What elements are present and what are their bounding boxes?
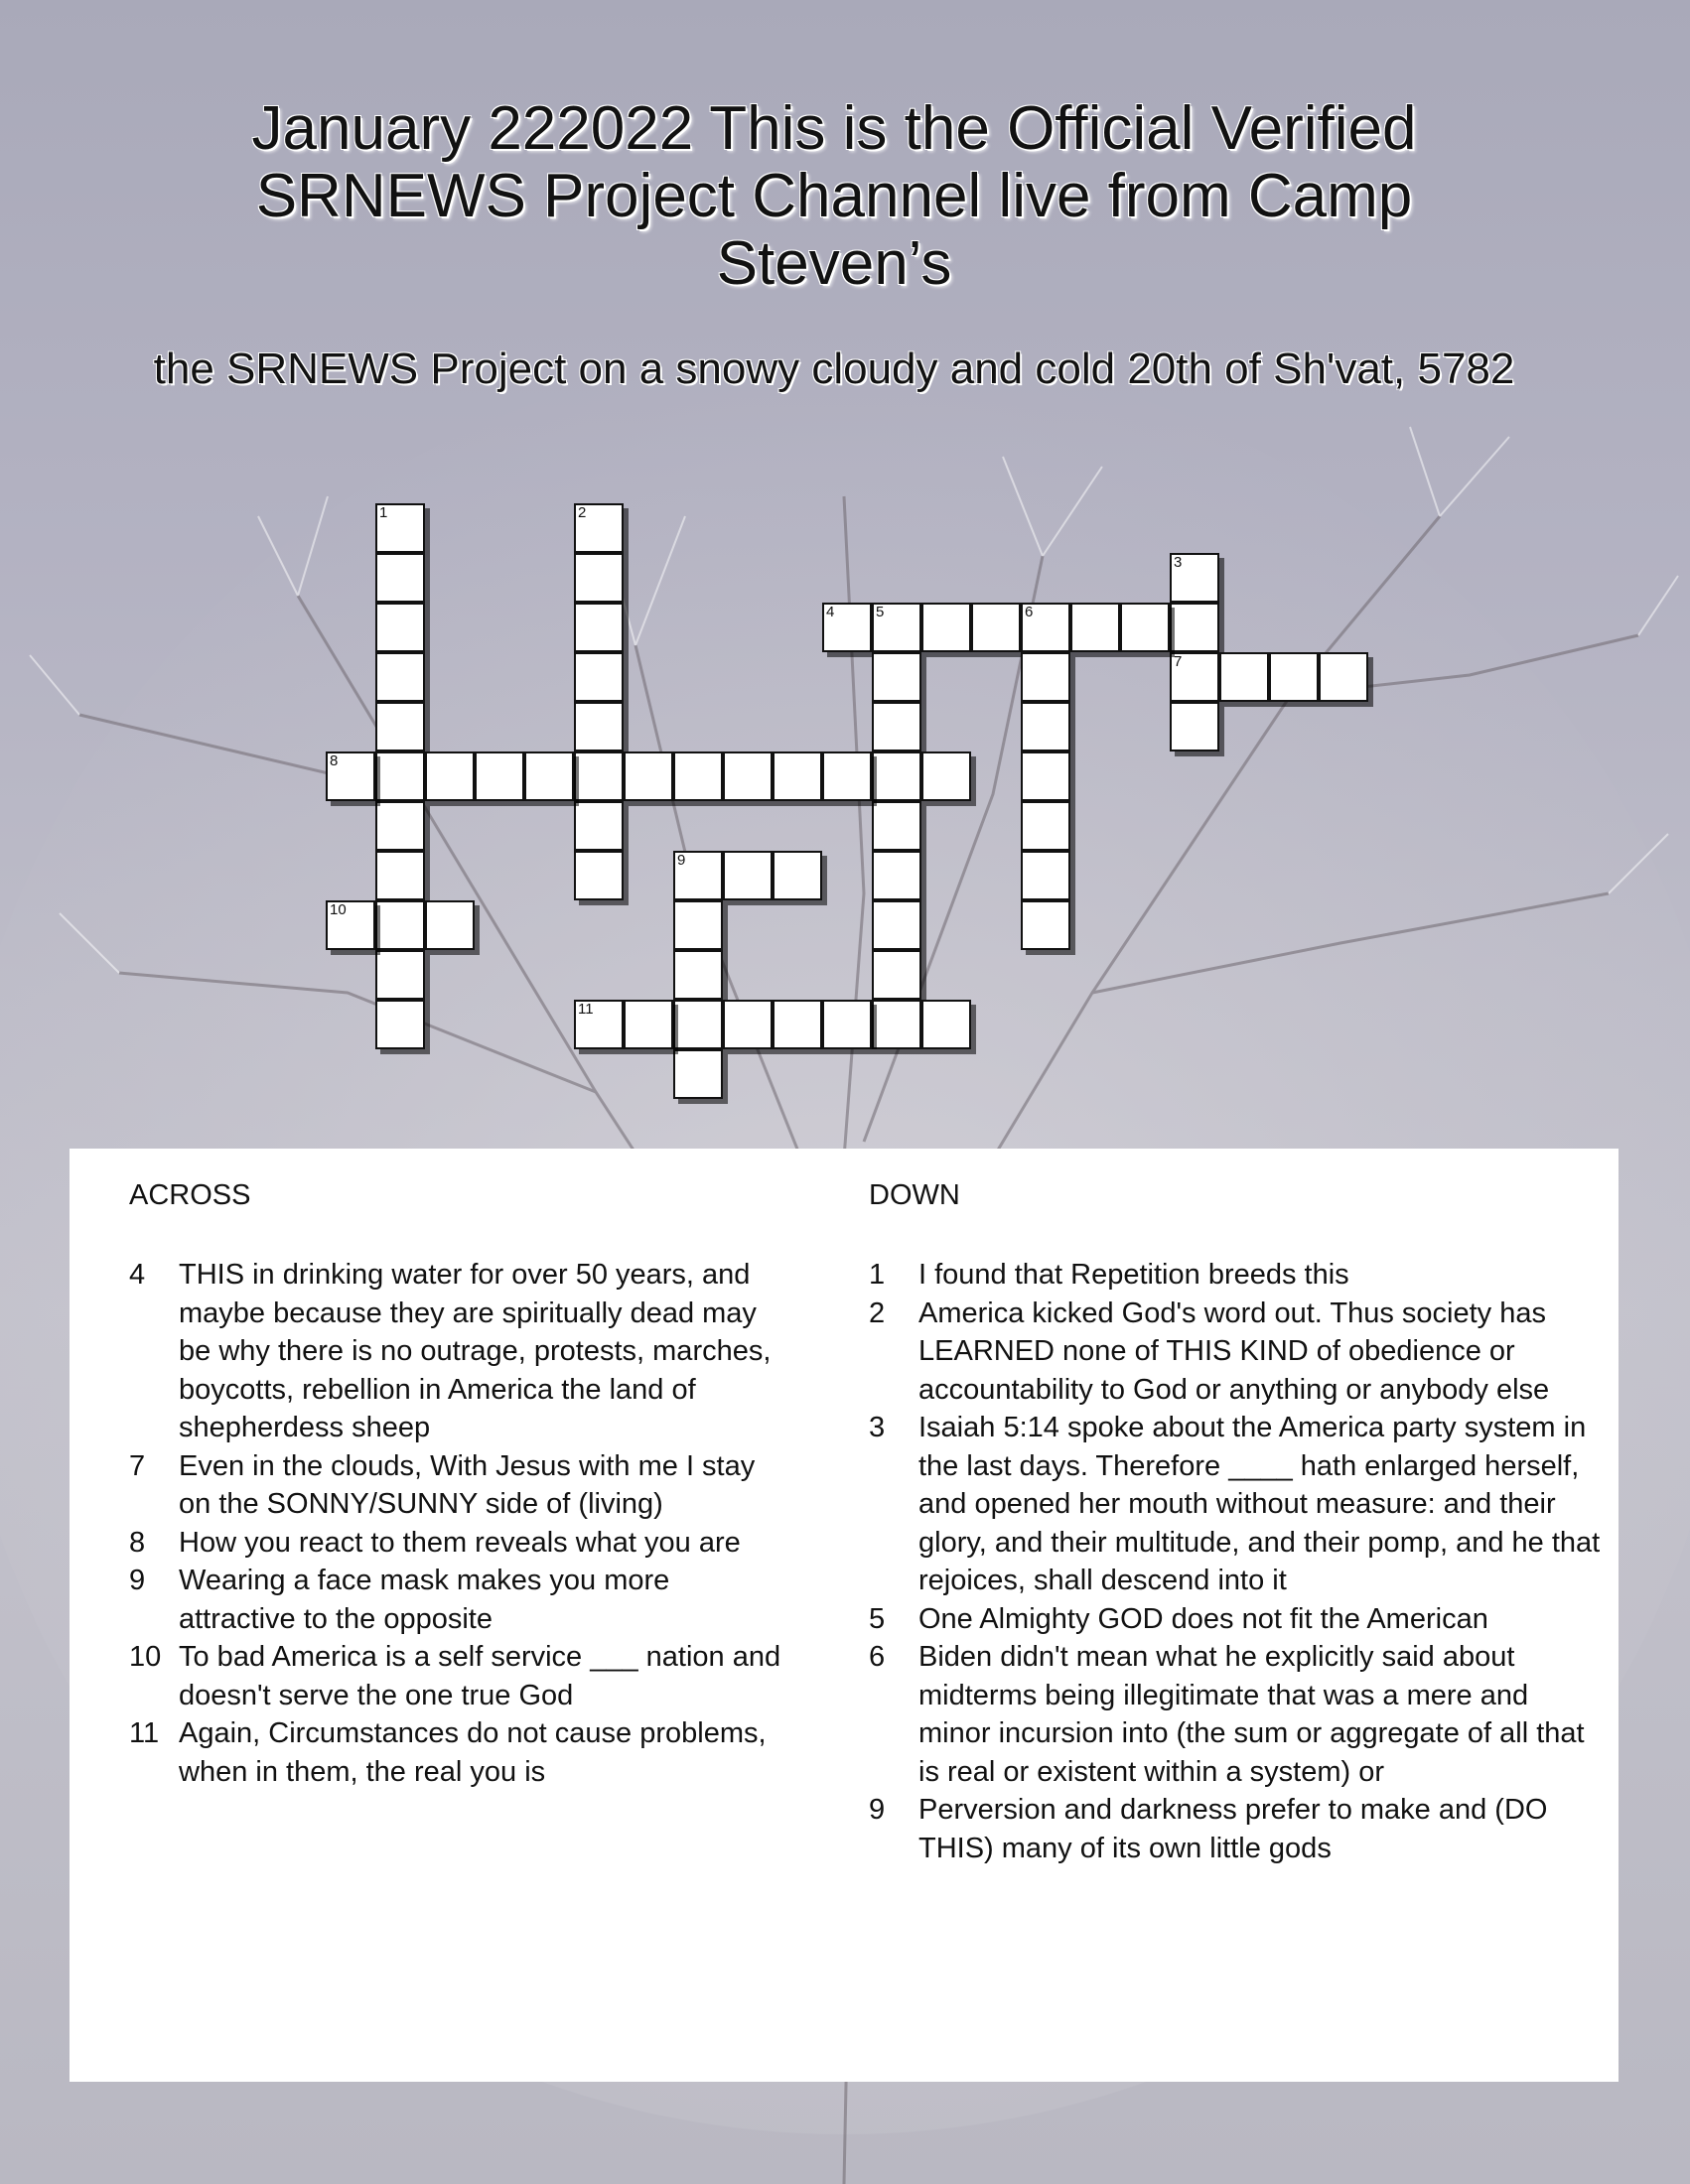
cell-number: 2: [578, 504, 587, 521]
grid-cell[interactable]: [673, 851, 723, 900]
cell-number: 5: [876, 604, 885, 620]
clue-number: 10: [129, 1641, 162, 1673]
clue-text: Biden didn't mean what he explicitly said about midterms being illegitimate that was a mere and minor incursion into (the sum or aggregate of all that is real or existent within a system) or: [918, 1641, 1585, 1788]
grid-cell[interactable]: [375, 553, 425, 603]
cell-number: 8: [330, 752, 339, 769]
clue-text: THIS in drinking water for over 50 years, and maybe because they are spiritually dead may be why there is no outrage, protests, marches, boycotts, rebellion in America the land of shepherdess sheep: [179, 1259, 772, 1443]
grid-cell[interactable]: [1021, 900, 1070, 950]
grid-cell[interactable]: [1170, 603, 1219, 652]
grid-cell[interactable]: [375, 900, 425, 950]
grid-cell[interactable]: [723, 751, 773, 801]
across-clue-10: [129, 1638, 784, 1714]
grid-cell[interactable]: [574, 603, 624, 652]
grid-cell[interactable]: [773, 751, 822, 801]
clue-number: 3: [869, 1412, 886, 1443]
grid-cell[interactable]: [375, 652, 425, 702]
grid-cell[interactable]: [1070, 603, 1120, 652]
down-clue-6: [869, 1638, 1604, 1791]
clue-number: 11: [129, 1717, 160, 1749]
clue-text: One Almighty GOD does not fit the American: [918, 1602, 1488, 1635]
across-column: [129, 1178, 784, 1791]
down-clue-1: [869, 1256, 1604, 1295]
clue-number: 6: [869, 1641, 886, 1673]
grid-cell[interactable]: [872, 1000, 921, 1049]
clues-panel: [70, 1149, 1619, 2082]
grid-cell[interactable]: [1269, 652, 1319, 702]
across-clue-7: [129, 1447, 784, 1524]
down-clue-2: [869, 1295, 1604, 1410]
grid-cell[interactable]: [872, 652, 921, 702]
grid-cell[interactable]: [1021, 603, 1070, 652]
grid-cell[interactable]: [921, 751, 971, 801]
grid-cell[interactable]: [375, 950, 425, 1000]
grid-cell[interactable]: [375, 1000, 425, 1049]
grid-cell[interactable]: [375, 751, 425, 801]
grid-cell[interactable]: [1021, 801, 1070, 851]
grid-cell[interactable]: [921, 603, 971, 652]
grid-cell[interactable]: [574, 801, 624, 851]
clue-text: Again, Circumstances do not cause problems, when in them, the real you is: [179, 1717, 767, 1788]
down-clue-5: [869, 1600, 1604, 1639]
grid-cell[interactable]: [375, 851, 425, 900]
grid-cell[interactable]: [574, 652, 624, 702]
grid-cell[interactable]: [375, 801, 425, 851]
clue-text: Isaiah 5:14 spoke about the America party system in the last days. Therefore ____ hath enlarged herself, and opened her mouth without measure: and their glory, and their multitude, and their pomp, and he that rejoices, shall descend into it: [918, 1412, 1601, 1596]
down-clue-list: [869, 1256, 1604, 1867]
page-title: January 222022 This is the Official Verified SRNEWS Project Channel live from Camp Steven’s: [251, 94, 1417, 298]
clue-text: How you react to them reveals what you are: [179, 1526, 741, 1559]
grid-cell[interactable]: [872, 900, 921, 950]
grid-cell[interactable]: [425, 900, 475, 950]
grid-cell[interactable]: [673, 751, 723, 801]
across-clue-9: [129, 1562, 784, 1638]
grid-cell[interactable]: [574, 751, 624, 801]
clue-text: To bad America is a self service ___ nation and doesn't serve the one true God: [179, 1641, 781, 1711]
cell-number: 10: [330, 901, 347, 918]
cell-number: 11: [578, 1001, 594, 1018]
across-clue-11: [129, 1714, 784, 1791]
grid-cell[interactable]: [872, 950, 921, 1000]
grid-cell[interactable]: [326, 900, 375, 950]
across-heading: ACROSS: [129, 1179, 251, 1211]
grid-cell[interactable]: [773, 851, 822, 900]
grid-cell[interactable]: [574, 553, 624, 603]
grid-cell[interactable]: [1021, 851, 1070, 900]
grid-cell[interactable]: [872, 751, 921, 801]
grid-cell[interactable]: [921, 1000, 971, 1049]
grid-cell[interactable]: [1170, 702, 1219, 751]
grid-cell[interactable]: [773, 1000, 822, 1049]
grid-cell[interactable]: [475, 751, 524, 801]
grid-cell[interactable]: [574, 702, 624, 751]
grid-cell[interactable]: [1170, 652, 1219, 702]
across-clue-list: [129, 1256, 784, 1791]
down-clue-3: [869, 1409, 1604, 1600]
grid-cell[interactable]: [822, 751, 872, 801]
grid-cell[interactable]: [1319, 652, 1368, 702]
grid-cell[interactable]: [673, 950, 723, 1000]
grid-cell[interactable]: [822, 1000, 872, 1049]
clue-text: I found that Repetition breeds this: [918, 1259, 1349, 1291]
cell-number: 1: [379, 504, 388, 521]
grid-cell[interactable]: [872, 801, 921, 851]
page-subtitle: the SRNEWS Project on a snowy cloudy and cold 20th of Sh'vat, 5782: [153, 344, 1515, 393]
across-clue-8: [129, 1524, 784, 1563]
grid-cell[interactable]: [574, 503, 624, 553]
grid-cell[interactable]: [1219, 652, 1269, 702]
grid-cell[interactable]: [673, 1049, 723, 1099]
grid-cell[interactable]: [375, 603, 425, 652]
cell-number: 3: [1174, 554, 1183, 571]
across-clue-4: [129, 1256, 784, 1447]
grid-cell[interactable]: [524, 751, 574, 801]
clue-text: America kicked God's word out. Thus society has LEARNED none of THIS KIND of obedience or accountability to God or anything or anybody else: [918, 1297, 1550, 1406]
grid-cell[interactable]: [1021, 702, 1070, 751]
clue-number: 8: [129, 1526, 146, 1559]
clue-number: 7: [129, 1449, 146, 1482]
grid-cell[interactable]: [1120, 603, 1170, 652]
clue-text: Perversion and darkness prefer to make and (DO THIS) many of its own little gods: [918, 1794, 1548, 1864]
grid-cell[interactable]: [872, 702, 921, 751]
down-clue-9: [869, 1791, 1604, 1867]
grid-cell[interactable]: [822, 603, 872, 652]
grid-cell[interactable]: [1021, 652, 1070, 702]
grid-cell[interactable]: [425, 751, 475, 801]
grid-cell[interactable]: [723, 1000, 773, 1049]
grid-cell[interactable]: [723, 851, 773, 900]
grid-cell[interactable]: [673, 900, 723, 950]
grid-cell[interactable]: [375, 503, 425, 553]
grid-cell[interactable]: [326, 751, 375, 801]
clue-text: Even in the clouds, With Jesus with me I stay on the SONNY/SUNNY side of (living): [179, 1449, 756, 1520]
grid-cell[interactable]: [375, 702, 425, 751]
grid-cell[interactable]: [872, 603, 921, 652]
grid-cell[interactable]: [673, 1000, 723, 1049]
grid-cell[interactable]: [1021, 751, 1070, 801]
grid-cell[interactable]: [624, 751, 673, 801]
cell-number: 9: [677, 852, 686, 869]
clue-number: 4: [129, 1259, 146, 1291]
cell-number: 7: [1174, 653, 1183, 670]
clue-number: 5: [869, 1602, 886, 1635]
grid-cell[interactable]: [872, 851, 921, 900]
grid-cell[interactable]: [574, 1000, 624, 1049]
down-heading: DOWN: [869, 1179, 960, 1211]
down-column: [869, 1178, 1604, 1867]
cell-number: 6: [1025, 604, 1034, 620]
cell-number: 4: [826, 604, 835, 620]
grid-cell[interactable]: [971, 603, 1021, 652]
clue-number: 2: [869, 1297, 886, 1329]
grid-cell[interactable]: [1170, 553, 1219, 603]
clue-text: Wearing a face mask makes you more attractive to the opposite: [179, 1565, 670, 1635]
clue-number: 1: [869, 1259, 886, 1291]
clue-number: 9: [129, 1565, 146, 1596]
grid-cell[interactable]: [624, 1000, 673, 1049]
grid-cell[interactable]: [574, 851, 624, 900]
clue-number: 9: [869, 1794, 886, 1826]
